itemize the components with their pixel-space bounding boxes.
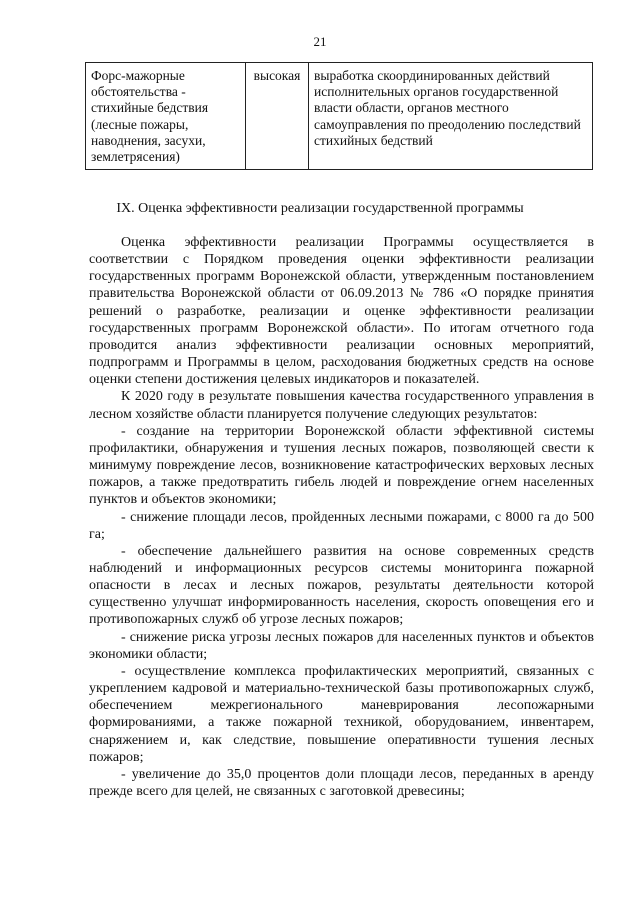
paragraph: - снижение риска угрозы лесных пожаров для населенных пунктов и объектов экономики области; [89,629,594,662]
section-title: IX. Оценка эффективности реализации государственной программы [116,201,524,216]
risk-cell: Форс-мажорные обстоятельства - стихийные бедствия (лесные пожары, наводнения, засухи, землетрясения) [86,63,246,170]
paragraph: - осуществление комплекса профилактических мероприятий, связанных с укреплением кадровой и материально-технической базы противопожарных служб, обеспечением межрегионального маневрирования лесопожарными формированиями, а также пожарной техникой, оборудованием, инвентарем, снаряжением и, как следствие, повышение оперативности тушения лесных пожаров; [89,663,594,765]
risk-level-cell: высокая [246,63,309,170]
paragraph: - создание на территории Воронежской области эффективной системы профилактики, обнаружения и тушения лесных пожаров, позволяющей свести к минимуму повреждение лесов, возникновение катастрофических верховых лесных пожаров, а также предотвратить гибель людей и повреждение огнем населенных пунктов и объектов экономики; [89,423,594,508]
body-text [89,234,594,800]
paragraph: Оценка эффективности реализации Программы осуществляется в соответствии с Порядком проведения оценки эффективности реализации государственных программ Воронежской области, утвержденным постановлением правительства Воронежской области от 06.09.2013 № 786 «О порядке принятия решений о разработке, реализации и оценке эффективности реализации государственных программ Воронежской области». По итогам отчетного года проводится анализ эффективности реализации основных мероприятий, подпрограмм и Программы в целом, расходования бюджетных средств на основе оценки степени достижения целевых индикаторов и показателей. [89,235,594,388]
table-row [86,63,593,170]
paragraph: - обеспечение дальнейшего развития на основе современных средств наблюдений и информационных ресурсов системы мониторинга пожарной опасности в лесах и лесных пожаров, результаты деятельности которой существенно улучшат информированность населения, скорость оповещения его и противопожарных служб об угрозе лесных пожаров; [89,543,594,628]
paragraph: - снижение площади лесов, пройденных лесными пожарами, с 8000 га до 500 га; [89,509,594,542]
risk-table [85,62,593,170]
paragraph: - увеличение до 35,0 процентов доли площади лесов, переданных в аренду прежде всего для целей, не связанных с заготовкой древесины; [89,766,594,799]
page-number: 21 [313,34,327,49]
paragraph: К 2020 году в результате повышения качества государственного управления в лесном хозяйстве области планируется получение следующих результатов: [89,389,594,422]
risk-measures-cell: выработка скоординированных действий исполнительных органов государственной власти области, органов местного самоуправления по преодолению последствий стихийных бедствий [309,63,593,170]
